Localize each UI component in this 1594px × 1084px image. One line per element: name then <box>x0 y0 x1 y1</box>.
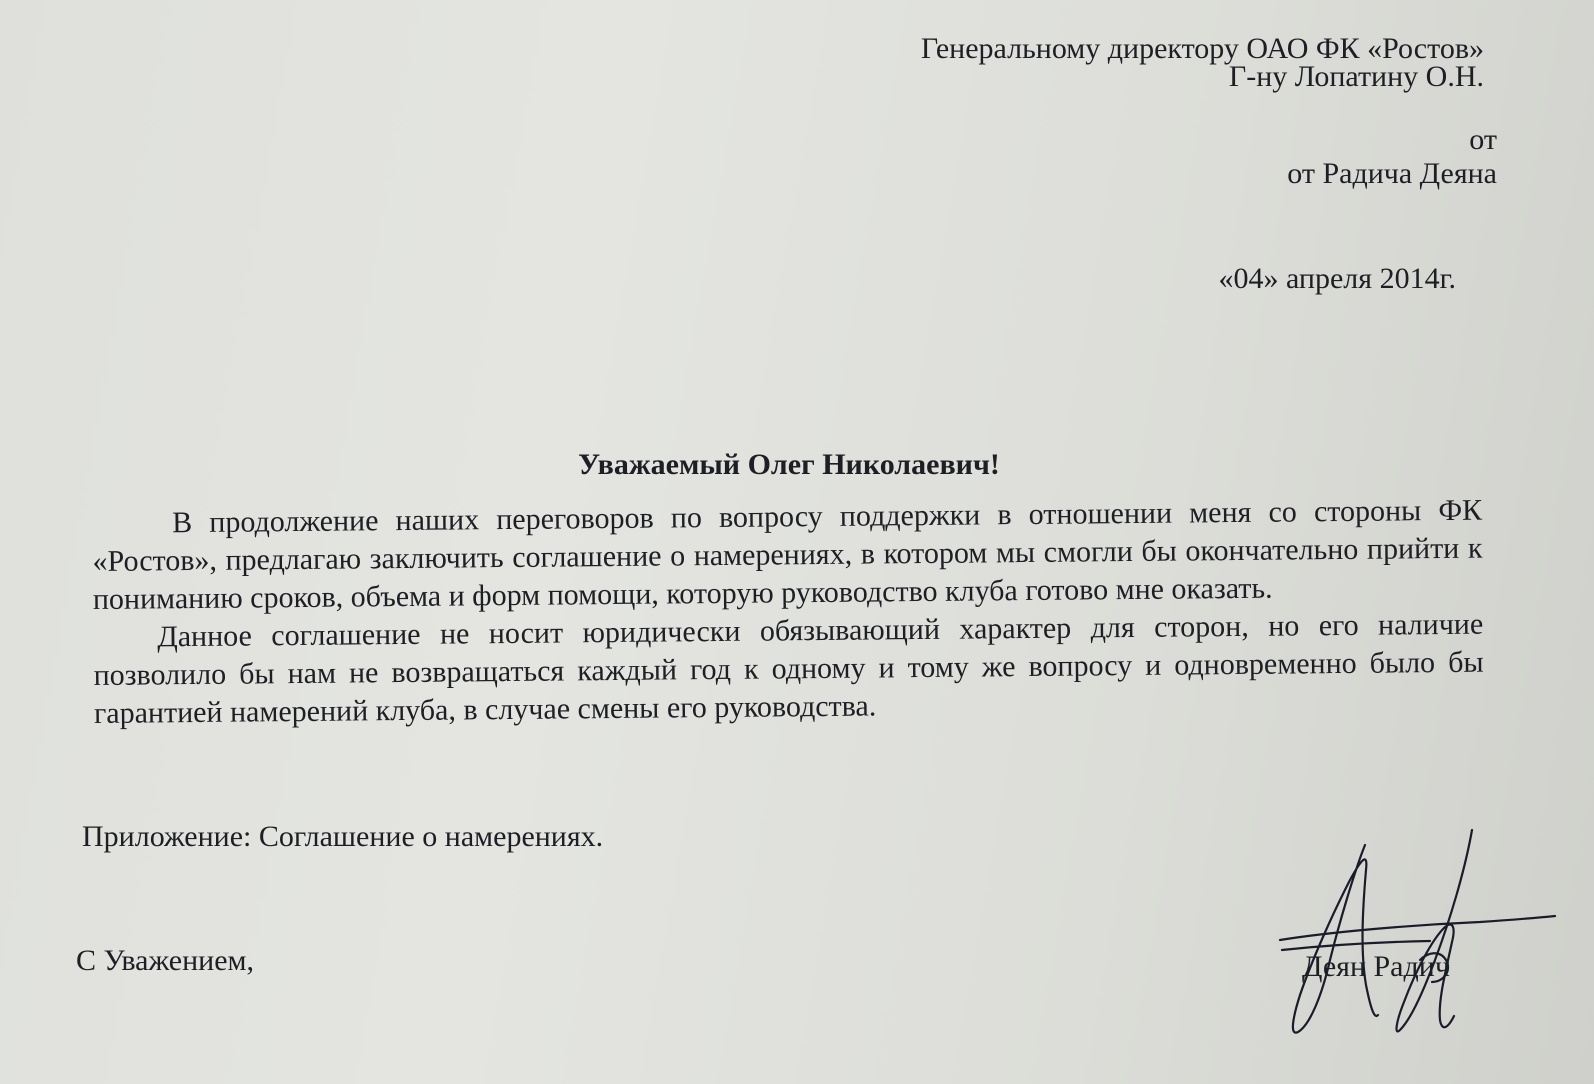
body-paragraph: В продолжение наших переговоров по вопросу поддержки в отношении меня со стороны ФК «Ростов», предлагаю заключить соглашение о намерениях, в котором мы смогли бы окончательно прийти к пониманию сроков, объема и форм помощи, которую руководство клуба готово мне оказать. <box>92 493 1483 616</box>
signature-stroke <box>1293 845 1378 1033</box>
recipient-title: Генеральному директору ОАО ФК «Ростов» <box>920 32 1484 65</box>
salutation <box>0 448 1594 482</box>
salutation-text: Уважаемый Олег Николаевич! <box>578 448 1000 481</box>
letter-body <box>92 492 1484 733</box>
closing-phrase: С Уважением, <box>76 944 255 977</box>
recipient-name: Г-ну Лопатину О.Н. <box>1228 60 1484 93</box>
sender-label: от <box>1469 123 1497 156</box>
handwritten-signature <box>1270 810 1570 1060</box>
sender-name: от Радича Деяна <box>1287 157 1497 190</box>
body-paragraph: Данное соглашение не носит юридически обязывающий характер для сторон, но его наличие позволило бы нам не возвращаться каждый год к одному и тому же вопросу и одновременно было бы гарантией намерений клуба, в случае смены его руководства. <box>93 607 1484 730</box>
signature-stroke <box>1282 941 1430 950</box>
attachment-note: Приложение: Соглашение о намерениях. <box>82 820 604 853</box>
signature-stroke <box>1280 916 1555 940</box>
signature-stroke <box>1397 830 1472 1031</box>
letter-date: «04» апреля 2014г. <box>1218 262 1456 295</box>
signer-name: Деян Радич <box>1302 950 1450 983</box>
signature-stroke <box>1420 953 1448 982</box>
